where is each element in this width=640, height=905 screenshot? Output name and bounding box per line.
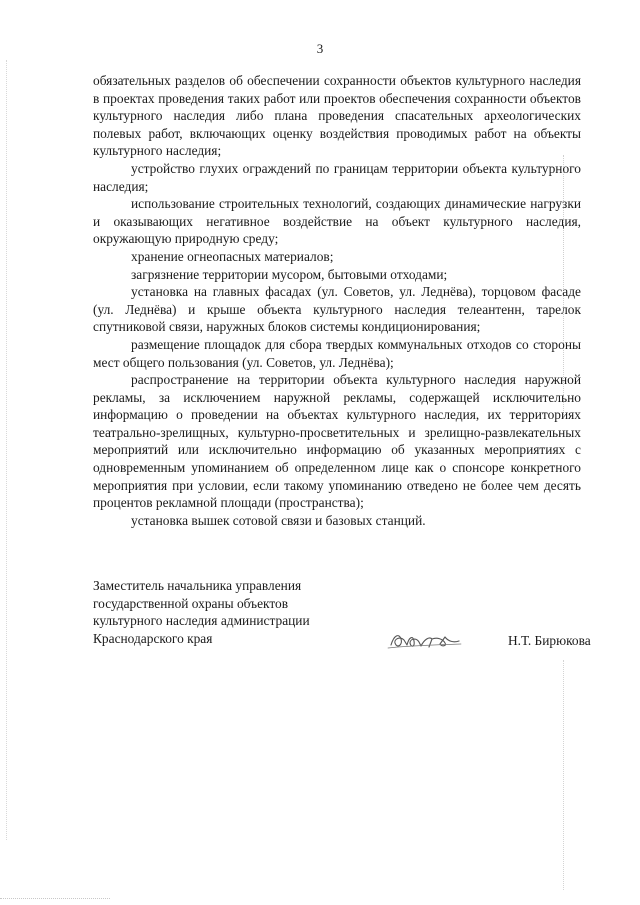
handwritten-signature [385, 627, 465, 653]
scan-artifact-bottom [0, 898, 110, 900]
list-item: размещение площадок для сбора твердых коммунальных отходов со стороны мест общего пользования (ул. Советов, ул. Леднёва); [93, 336, 581, 370]
list-item: загрязнение территории мусором, бытовыми отходами; [131, 266, 448, 282]
list-item: установка вышек сотовой связи и базовых станций. [131, 512, 426, 528]
signatory-title-line: Заместитель начальника управления [93, 578, 302, 593]
list-item: хранение огнеопасных материалов; [131, 248, 334, 264]
scan-artifact-right-lower [563, 660, 565, 890]
list-item: использование строительных технологий, создающих динамические нагрузки и оказывающих негативное воздействие на объект культурного наследия, окружающую природную среду; [93, 196, 581, 247]
list-item: распространение на территории объекта культурного наследия наружной рекламы, за исключением наружной рекламы, содержащей исключительно информацию о проведении на объектах культурного наследия, их территориях театрально-зрелищных, культурно-просветительных и зрелищно-развлекательных мероприятий или исключительно информацию об указанных мероприятиях с одновременным упоминанием об определенном лице как о спонсоре конкретного мероприятия при условии, если такому упоминанию отведено не более чем десять процентов рекламной площади (пространства); [93, 372, 581, 511]
signer-name: Н.Т. Бирюкова [508, 633, 591, 648]
page-number: 3 [316, 41, 324, 56]
paragraph-continuation: обязательных разделов об обеспечении сохранности объектов культурного наследия в проектах проведения таких работ или проектов обеспечения сохранности объектов культурного наследия либо плана проведения спасательных археологических полевых работ, включающих оценку воздействия проводимых работ на объекты культурного наследия; [93, 73, 581, 159]
signatory-title [93, 577, 393, 647]
signatory-title-line: государственной охраны объектов [93, 595, 289, 611]
list-item: устройство глухих ограждений по границам территории объекта культурного наследия; [93, 160, 581, 194]
scan-artifact-left [6, 60, 8, 840]
list-item: установка на главных фасадах (ул. Советов, ул. Леднёва), торцовом фасаде (ул. Леднёва) и крыше объекта культурного наследия телеантенн, тарелок спутниковой связи, наружных блоков системы кондиционирования; [93, 284, 581, 335]
document-body [93, 72, 581, 529]
signatory-title-line: культурного наследия администрации [93, 613, 310, 629]
signatory-title-line: Краснодарского края [93, 630, 213, 646]
